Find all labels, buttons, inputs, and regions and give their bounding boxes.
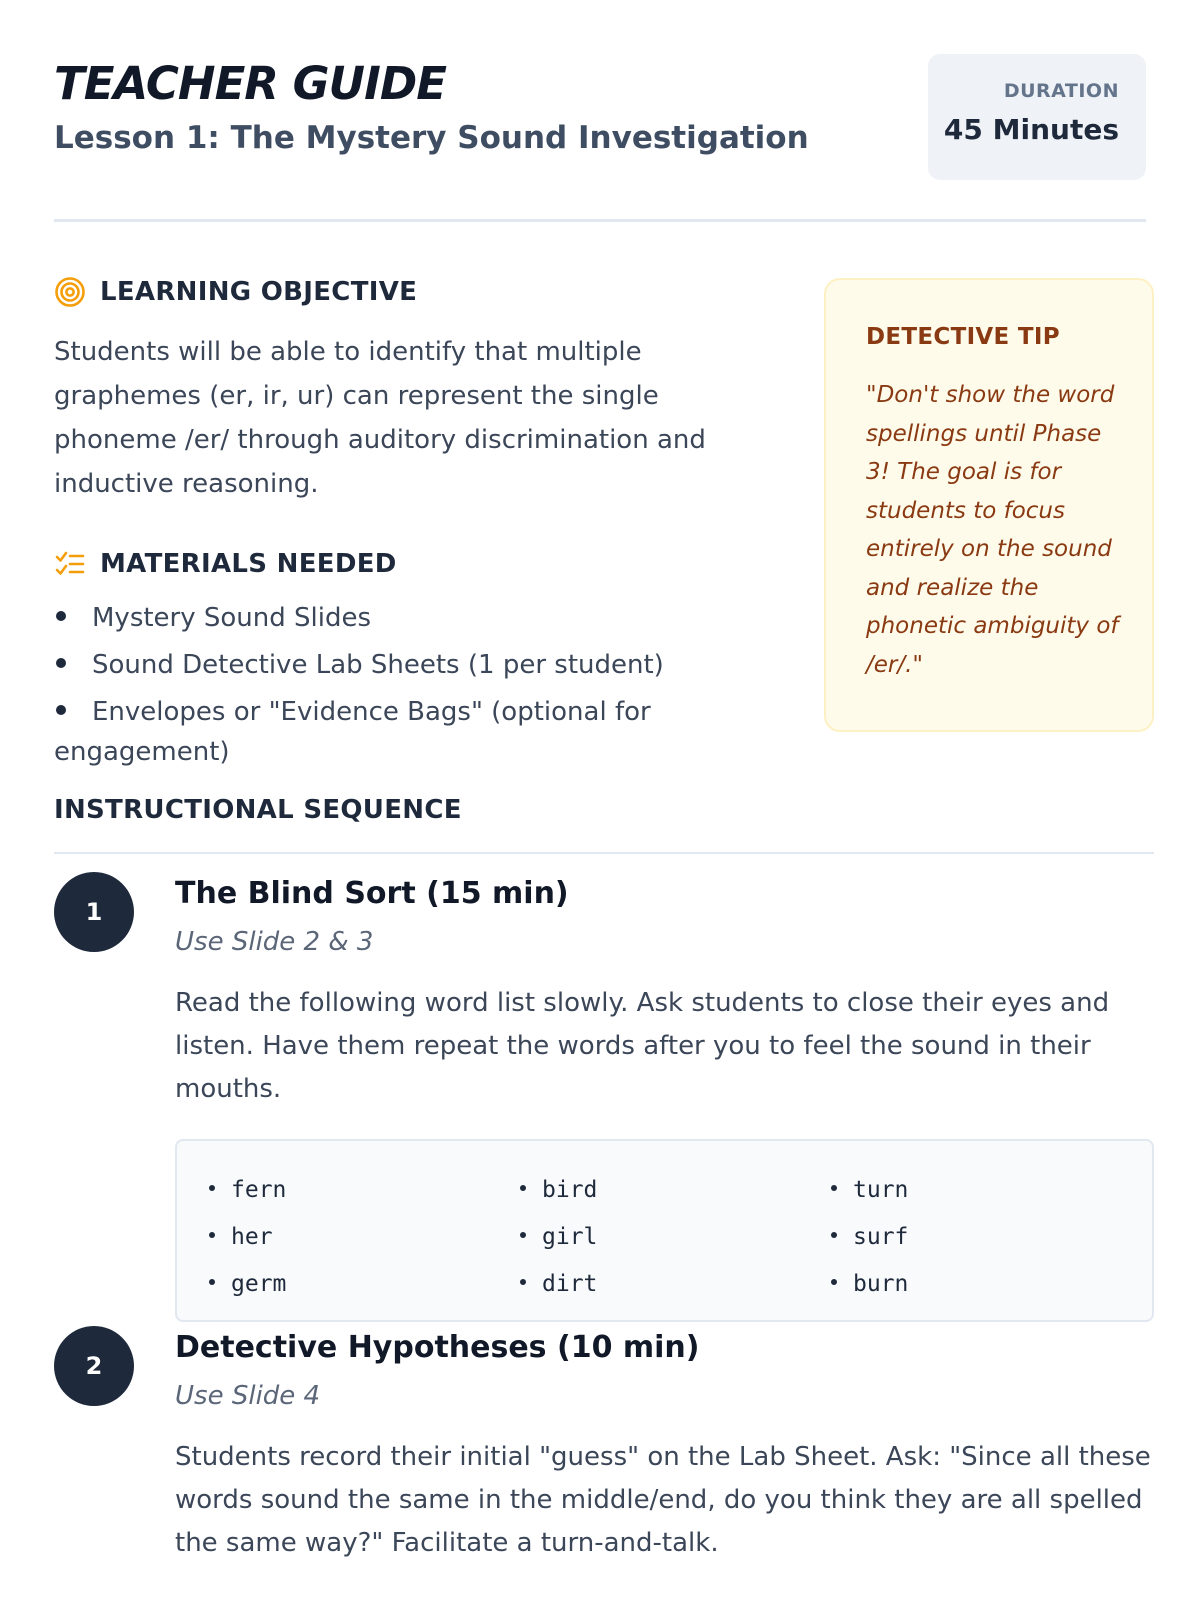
objective-heading-label: LEARNING OBJECTIVE [100,277,418,307]
word-item [518,1214,829,1261]
bullet-icon [831,1232,837,1238]
word-item [207,1167,518,1214]
bullet-icon [209,1232,215,1238]
word-text: fern [231,1177,287,1203]
duration-label: DURATION [1003,80,1119,102]
word-text: bird [542,1177,598,1203]
bullet-icon [56,611,66,621]
bullet-icon [520,1232,526,1238]
bullet-icon [56,658,66,668]
step-title: The Blind Sort (15 min) [175,876,569,911]
word-item [829,1261,1140,1308]
word-column-ur [829,1167,1140,1320]
list-item [54,598,774,638]
bullet-icon [209,1185,215,1191]
word-text: girl [542,1224,598,1250]
tip-title: DETECTIVE TIP [866,324,1060,350]
step-title: Detective Hypotheses (10 min) [175,1330,700,1365]
bullet-icon [831,1185,837,1191]
bullet-icon [831,1279,837,1285]
detective-tip-box [824,278,1154,732]
bullet-icon [209,1279,215,1285]
sequence-heading: INSTRUCTIONAL SEQUENCE [54,798,1154,854]
materials-heading [54,544,774,584]
target-icon [54,276,86,308]
word-text: surf [853,1224,909,1250]
bullet-icon [520,1185,526,1191]
step-number-badge: 2 [54,1326,134,1406]
word-text: burn [853,1271,909,1297]
objective-text: Students will be able to identify that multiple graphemes (er, ir, ur) can represent the single phoneme /er/ through auditory discrimination and inductive reasoning. [54,337,706,499]
word-text: dirt [542,1271,598,1297]
page-title: TEACHER GUIDE [54,57,446,110]
lesson-title: Lesson 1: The Mystery Sound Investigation [54,120,809,156]
word-item [207,1214,518,1261]
word-text: germ [231,1271,287,1297]
step-number-badge: 1 [54,872,134,952]
word-text: her [231,1224,273,1250]
step-body [175,1326,1154,1565]
guide-header [54,0,1146,222]
list-item [54,692,774,772]
duration-value: 45 Minutes [943,113,1119,146]
overview-column [54,272,774,779]
word-list-box [175,1139,1154,1322]
duration-box [928,54,1146,180]
word-column-ir [518,1167,829,1320]
material-label: Mystery Sound Slides [92,603,372,633]
tip-quote: "Don't show the word spellings until Phase 3! The goal is for students to focus entirely on the sound and realize the phonetic ambiguity of /er/." [866,382,1119,678]
checklist-icon [54,548,86,580]
material-label: Envelopes or "Evidence Bags" (optional for engagement) [54,697,651,767]
step-slide-reference: Use Slide 4 [175,1381,321,1411]
bullet-icon [520,1279,526,1285]
step-slide-reference: Use Slide 2 & 3 [175,927,374,957]
word-item [829,1214,1140,1261]
word-item [518,1261,829,1308]
list-item [54,645,774,685]
materials-heading-label: MATERIALS NEEDED [100,549,397,579]
step-description: Students record their initial "guess" on the Lab Sheet. Ask: "Since all these words sound the same in the middle/end, do you think they are all spelled the same way?" Facilitate a turn-and-talk. [175,1442,1151,1558]
word-column-er [207,1167,518,1320]
word-item [829,1167,1140,1214]
objective-heading [54,272,774,312]
word-item [207,1261,518,1308]
word-item [518,1167,829,1214]
step-body [175,872,1154,1322]
material-label: Sound Detective Lab Sheets (1 per student) [92,650,664,680]
word-text: turn [853,1177,909,1203]
bullet-icon [56,705,66,715]
materials-list [54,598,774,772]
step-description: Read the following word list slowly. Ask students to close their eyes and listen. Have them repeat the words after you to feel the sound in their mouths. [175,988,1110,1104]
